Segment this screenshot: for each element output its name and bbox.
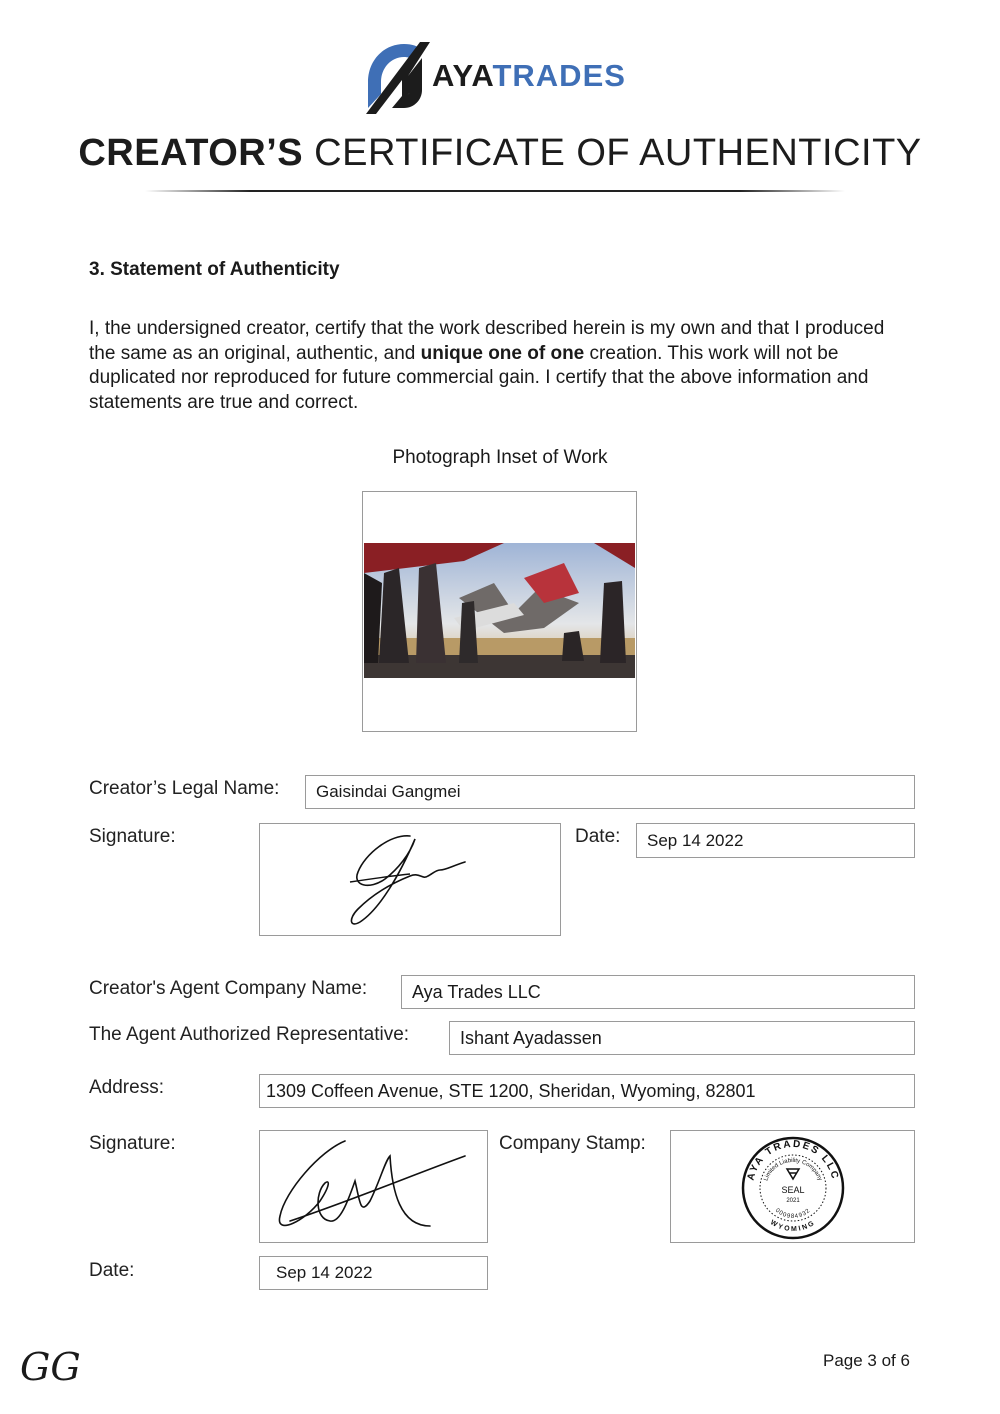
agent-rep-field[interactable]: Ishant Ayadassen	[449, 1021, 915, 1055]
artwork-photo	[364, 543, 635, 678]
creator-name-field[interactable]: Gaisindai Gangmei	[305, 775, 915, 809]
agent-date-field[interactable]: Sep 14 2022	[259, 1256, 488, 1290]
seal-bottom-text: WYOMING	[768, 1219, 818, 1234]
agent-company-label: Creator's Agent Company Name:	[89, 978, 368, 999]
agent-date-label: Date:	[89, 1260, 135, 1281]
address-field[interactable]: 1309 Coffeen Avenue, STE 1200, Sheridan, Wyoming, 82801	[259, 1074, 915, 1108]
creator-signature-box[interactable]	[259, 823, 561, 936]
seal-label: SEAL	[781, 1185, 805, 1195]
footer-initials: GG	[20, 1345, 81, 1389]
statement-bold: unique one of one	[420, 342, 585, 364]
title-bold: CREATOR’S	[78, 132, 304, 174]
authenticity-statement	[89, 317, 909, 415]
statement-part-1: I, the undersigned creator, certify that the work described herein is my own and that I produced the same as an original, authentic, and	[89, 318, 885, 364]
company-stamp-box	[670, 1130, 915, 1243]
agent-signature-label: Signature:	[89, 1133, 176, 1154]
photo-frame	[362, 491, 637, 732]
seal-number: 000984932	[773, 1207, 813, 1220]
document-title	[0, 132, 1000, 175]
creator-date-field[interactable]: Sep 14 2022	[636, 823, 915, 858]
brand-part-1: AYA	[432, 58, 493, 93]
brand-part-2: TRADES	[492, 58, 626, 93]
company-stamp-label: Company Stamp:	[499, 1133, 646, 1154]
brand-name	[432, 58, 626, 94]
page-number: Page 3 of 6	[823, 1351, 910, 1370]
title-divider	[145, 190, 845, 192]
creator-signature-label: Signature:	[89, 826, 176, 847]
photo-caption: Photograph Inset of Work	[392, 447, 608, 468]
company-seal-icon	[671, 1131, 914, 1242]
seal-year: 2021	[786, 1198, 800, 1204]
address-label: Address:	[89, 1077, 164, 1098]
agent-signature-icon	[260, 1131, 487, 1242]
seal-top-text: AYA TRADES LLC	[745, 1138, 841, 1182]
section-heading: 3. Statement of Authenticity	[89, 259, 340, 280]
creator-name-label: Creator’s Legal Name:	[89, 778, 280, 799]
creator-signature-icon	[260, 824, 560, 935]
agent-signature-box[interactable]	[259, 1130, 488, 1243]
title-rest: CERTIFICATE OF AUTHENTICITY	[303, 132, 922, 174]
agent-rep-label: The Agent Authorized Representative:	[89, 1024, 410, 1045]
creator-date-label: Date:	[575, 826, 621, 847]
statement-part-2: creation. This work will not be duplicated nor reproduced for future commercial gain. I certify that the above information and statements are true and correct.	[89, 342, 869, 413]
seal-inner-text: Limited Liability Company	[763, 1157, 823, 1182]
agent-company-field[interactable]: Aya Trades LLC	[401, 975, 915, 1009]
